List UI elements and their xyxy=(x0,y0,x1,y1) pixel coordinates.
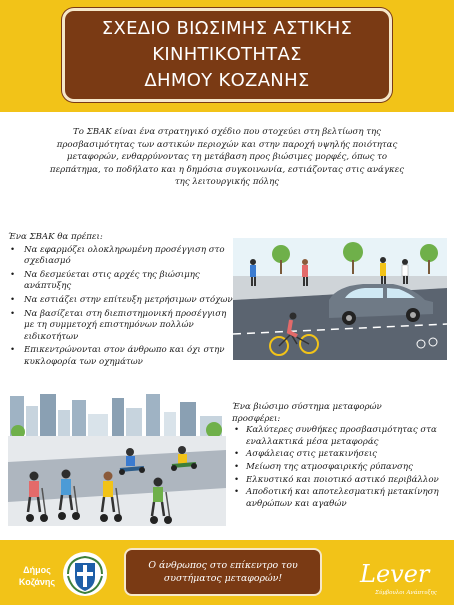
list-item-text: Ασφάλειας στις μετακινήσεις xyxy=(246,449,377,460)
bullet-list xyxy=(232,425,444,510)
greek-cross-shield-icon xyxy=(62,551,108,597)
bullet-list xyxy=(8,245,238,369)
section-heading-line: προσφέρει: xyxy=(232,413,281,424)
intro-line: της λειτουργικής πόλης xyxy=(174,177,280,188)
title-line-1: ΣΧΕΔΙΟ ΒΙΩΣΙΜΗΣ ΑΣΤΙΚΗΣ xyxy=(101,18,353,39)
bullet-icon: • xyxy=(234,425,240,436)
list-item xyxy=(232,462,444,474)
list-item-text: Αποδοτική και αποτελεσματική μετακίνηση ανθρώπων και αγαθών xyxy=(246,487,439,509)
list-item-text: Καλύτερες συνθήκες προσβασιμότητας στα εναλλακτικά μέσα μεταφοράς xyxy=(246,425,437,447)
title-line-2: ΚΙΝΗΤΙΚΟΤΗΤΑΣ xyxy=(152,44,302,65)
street-scene-illustration xyxy=(233,238,447,360)
title-box xyxy=(62,8,392,102)
slogan-box xyxy=(124,548,322,596)
bullet-icon: • xyxy=(234,487,240,498)
list-item xyxy=(8,295,238,307)
list-item xyxy=(8,345,238,368)
city-mobility-illustration xyxy=(8,392,226,526)
intro-line: περπάτημα, το ποδήλατο και η δημόσια συγκοινωνία, εστιάζοντας στις ανάγκες xyxy=(49,164,405,175)
intro-paragraph xyxy=(20,126,434,189)
list-item xyxy=(232,475,444,487)
list-item-text: Μείωση της ατμοσφαιρικής ρύπανσης xyxy=(246,461,413,472)
bullet-icon: • xyxy=(234,474,240,485)
intro-line: μεταφορών, ενθαρρύνοντας τη μετάβαση προς βιώσιμες μορφές, όπως το xyxy=(66,152,388,163)
intro-line: προσβασιμότητας των αστικών περιοχών και στην παροχή υψηλής ποιότητας xyxy=(56,139,398,150)
list-item xyxy=(232,487,444,510)
title-line-3: ΔΗΜΟΥ ΚΟΖΑΝΗΣ xyxy=(144,70,310,91)
list-item xyxy=(8,245,238,268)
slogan-line: Ο άνθρωπος στο επίκεντρο του xyxy=(148,560,298,571)
bullet-icon: • xyxy=(10,294,16,305)
municipality-line: Κοζάνης xyxy=(18,577,56,587)
municipality-line: Δήμος xyxy=(23,565,51,575)
list-item xyxy=(232,425,444,448)
list-item-text: Να δεσμεύεται στις αρχές της βιώσιμης ανάπτυξης xyxy=(24,269,200,292)
bullet-icon: • xyxy=(234,449,240,460)
slogan-line: συστήματος μεταφορών! xyxy=(163,573,283,584)
list-item-text: Ελκυστικό και ποιοτικό αστικό περιβάλλον xyxy=(246,474,439,485)
list-item-text: Επικεντρώνονται στον άνθρωπο και όχι στην κυκλοφορία των οχημάτων xyxy=(24,345,225,367)
municipality-label xyxy=(10,564,64,588)
lever-logo-text: Lever xyxy=(360,560,430,588)
bullet-icon: • xyxy=(234,461,240,472)
list-item-text: Να εφαρμόζει ολοκληρωμένη προσέγγιση στο σχεδιασμό xyxy=(24,244,225,267)
list-item xyxy=(8,309,238,344)
bullet-icon: • xyxy=(10,308,16,319)
list-item xyxy=(232,449,444,461)
bullet-icon: • xyxy=(10,345,16,356)
list-item-text: Να βασίζεται στη διεπιστημονική προσέγγιση με τη συμμετοχή επιστημόνων πολλών ειδικοτήτων xyxy=(24,308,227,342)
brand-tagline: Σύμβουλοι Ανάπτυξης xyxy=(375,590,437,596)
intro-line: Το ΣΒΑΚ είναι ένα στρατηγικό σχέδιο που στοχεύει στη βελτίωση της xyxy=(73,127,381,137)
section-heading: Ένα ΣΒΑΚ θα πρέπει: xyxy=(8,232,103,242)
sustainable-transport-benefits xyxy=(232,402,444,511)
bullet-icon: • xyxy=(10,244,16,255)
bullet-icon: • xyxy=(10,269,16,280)
section-heading-line: Ένα βιώσιμο σύστημα μεταφορών xyxy=(232,402,382,412)
sbak-requirements xyxy=(8,232,238,371)
list-item-text: Να εστιάζει στην επίτευξη μετρήσιμων στόχων xyxy=(24,294,233,305)
list-item xyxy=(8,270,238,293)
